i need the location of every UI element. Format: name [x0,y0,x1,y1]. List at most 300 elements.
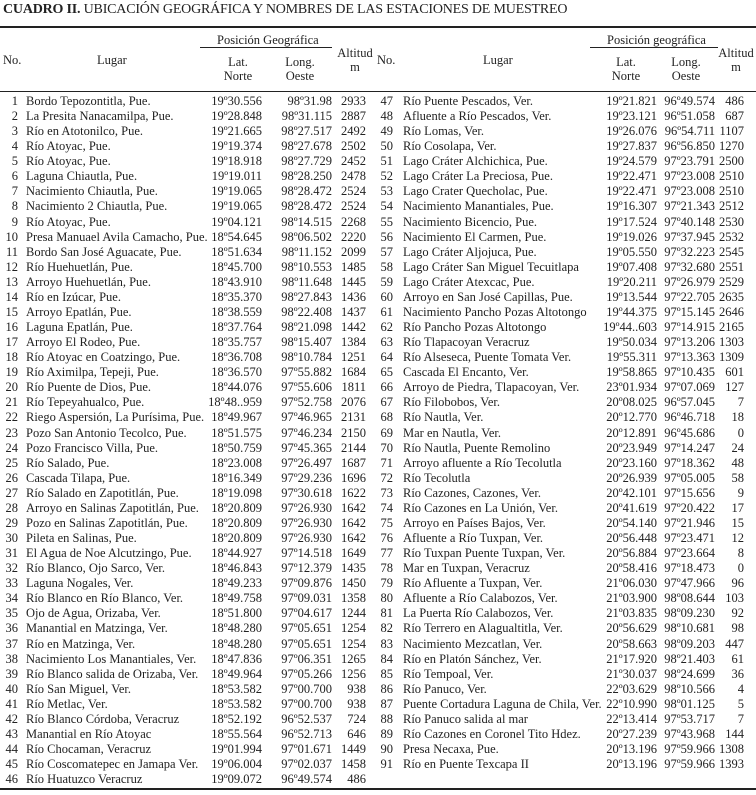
longitude: 97º26.979 [664,274,715,289]
station-name: Río Metlac, Ver. [26,696,108,711]
longitude: 98º06.502 [281,229,332,244]
altitude: 2510 [719,169,744,184]
station-name: Presa Manuael Avila Camacho, Pue. [26,229,208,244]
station-number: 87 [380,696,393,711]
latitude: 18º43.910 [211,274,262,289]
station-number: 7 [11,184,18,199]
station-name: Río Nautla, Puente Remolino [403,440,551,455]
latitude: 19º26.076 [606,124,657,139]
station-name: Río en Puente Texcapa II [403,757,529,772]
header-posicion-left: Posición Geográfica [217,33,319,47]
station-name: Lago Cráter Alchichica, Pue. [403,154,548,169]
station-number: 60 [380,289,393,304]
station-name: Río Puente de Dios, Pue. [26,380,151,395]
station-name: Laguna Epatlán, Pue. [26,320,133,335]
station-name: Río Atoyac, Pue. [26,139,111,154]
station-number: 10 [5,229,18,244]
station-number: 65 [380,365,393,380]
altitude: 2165 [719,320,744,335]
station-number: 77 [380,546,393,561]
longitude: 97º14.247 [664,440,715,455]
station-name: Laguna Chiautla, Pue. [26,169,138,184]
station-name: Río Tepeyahualco, Pue. [26,395,145,410]
latitude: 20º08.025 [606,395,657,410]
station-name: Río Lomas, Ver. [403,124,485,139]
longitude: 97º59.966 [664,742,715,756]
altitude: 1642 [341,500,366,515]
station-name: Manantial en Matzinga, Ver. [26,621,168,636]
longitude: 97º23.471 [664,531,715,546]
station-name: Río Nautla, Ver. [403,410,484,425]
station-number: 29 [5,515,18,530]
latitude: 19º19.374 [211,139,262,154]
station-name: Arroyo en Salinas Zapotitlán, Pue. [26,500,199,515]
longitude: 98º31.98 [287,94,332,108]
longitude: 97º21.343 [664,199,715,214]
longitude: 98º09.203 [664,636,715,651]
altitude: 1436 [341,289,366,304]
station-number: 57 [380,244,393,259]
longitude: 97º00.700 [281,681,332,696]
station-name: Presa Necaxa, Pue. [403,742,499,756]
altitude: 2144 [341,440,366,455]
latitude: 19º27.837 [606,139,657,154]
longitude: 98º11.152 [281,244,332,259]
station-name: Ojo de Agua, Orizaba, Ver. [26,606,161,621]
station-name: Río Atoyac en Coatzingo, Pue. [26,350,181,365]
longitude: 96º45.686 [664,425,715,440]
latitude: 20º12.770 [606,410,657,425]
station-name: Bordo San José Aguacate, Pue. [26,244,182,259]
longitude: 97º43.968 [664,726,715,741]
altitude: 103 [725,591,744,606]
altitude: 2635 [719,289,744,304]
latitude: 18º44.076 [211,380,262,395]
latitude: 20º27.239 [606,726,657,741]
header-unit-label: m [350,60,360,74]
station-number: 71 [380,455,393,470]
station-number: 43 [5,726,18,741]
station-name: Río en Platón Sánchez, Ver. [403,651,542,666]
altitude: 2551 [719,259,744,274]
station-number: 26 [5,470,18,485]
longitude: 97º52.758 [281,395,332,410]
station-name: Río en Izúcar, Pue. [26,289,121,304]
altitude: 447 [725,636,744,651]
longitude: 97º05.005 [664,470,715,485]
longitude: 97º04.617 [281,606,332,621]
station-number: 40 [5,681,18,696]
longitude: 97º12.379 [281,561,332,576]
longitude: 97º47.966 [664,576,715,591]
station-name: Río Chocaman, Veracruz [26,742,152,756]
station-name: Cascada El Encanto, Ver. [403,365,529,380]
station-number: 90 [380,742,393,756]
longitude: 98º27.678 [281,139,332,154]
altitude: 12 [731,531,744,546]
station-name: La Presita Nanacamilpa, Pue. [26,109,174,124]
header-subrule-left [200,47,332,48]
altitude: 1270 [719,139,744,154]
station-name: Puente Cortadura Laguna de Chila, Ver. [403,696,602,711]
station-name: Río Salado en Zapotitlán, Pue. [26,485,179,500]
altitude: 58 [731,470,744,485]
station-name: Cascada Tilapa, Pue. [26,470,131,485]
station-number: 47 [380,94,393,108]
longitude: 97º55.606 [281,380,332,395]
longitude: 97º55.882 [281,365,332,380]
station-name: Río Terrero en Alagualtitla, Ver. [403,621,563,636]
station-number: 38 [5,651,18,666]
longitude: 97º29.236 [281,470,332,485]
altitude: 2478 [341,169,366,184]
longitude: 97º13.206 [664,335,715,350]
latitude: 18º51.634 [211,244,262,259]
longitude: 97º23.008 [664,169,715,184]
station-name: Pileta en Salinas, Pue. [26,531,137,546]
header-alt-label: Altitud [337,46,373,60]
altitude: 724 [347,711,366,726]
station-name: Río en Atotonilco, Pue. [26,124,144,139]
altitude: 1435 [341,561,366,576]
longitude: 97º46.234 [281,425,332,440]
latitude: 18º36.708 [211,350,262,365]
station-name: Arroyo en San José Capillas, Pue. [403,289,573,304]
station-number: 31 [5,546,18,561]
station-number: 22 [5,410,18,425]
longitude: 97º15.145 [664,304,715,319]
station-name: Pozo en Salinas Zapotitlán, Pue. [26,515,188,530]
latitude: 18º48.280 [211,621,262,636]
longitude: 97º46.965 [281,410,332,425]
station-name: Arroyo en Países Bajos, Ver. [403,515,546,530]
station-number: 16 [5,320,18,335]
station-name: Río Puente Pescados, Ver. [403,94,533,108]
header-rule [0,91,756,92]
altitude: 1256 [341,666,366,681]
station-number: 56 [380,229,393,244]
station-number: 83 [380,636,393,651]
station-number: 24 [5,440,18,455]
longitude: 98º28.250 [281,169,332,184]
station-number: 62 [380,320,393,335]
latitude: 19º13.544 [606,289,657,304]
header-long-left [278,55,322,83]
station-number: 12 [5,259,18,274]
header-lat-label: Lat. [228,55,248,69]
altitude: 2500 [719,154,744,169]
altitude: 0 [737,425,744,440]
header-norte-label: Norte [223,69,253,83]
altitude: 1642 [341,531,366,546]
table-number: CUADRO II. [3,2,81,17]
longitude: 98º21.098 [281,320,332,335]
longitude: 97º32.223 [664,244,715,259]
latitude: 19º24.579 [606,154,657,169]
station-number: 19 [5,365,18,380]
station-name: Río Afluente a Tuxpan, Ver. [403,576,543,591]
altitude: 486 [725,94,744,108]
station-number: 88 [380,711,393,726]
altitude: 1303 [719,335,744,350]
header-long-label: Long. [671,55,701,69]
station-name: Pozo Francisco Villa, Pue. [26,440,158,455]
longitude: 96º56.850 [664,139,715,154]
latitude: 19º20.211 [606,274,657,289]
station-name: Arroyo Epatlán, Pue. [26,304,132,319]
latitude: 19º04.121 [211,214,262,229]
station-name: Río Atoyac, Pue. [26,214,111,229]
longitude: 97º14.915 [664,320,715,335]
longitude: 97º26.930 [281,500,332,515]
latitude: 23º01.934 [606,380,657,395]
station-number: 34 [5,591,18,606]
longitude: 96º49.574 [664,94,715,108]
longitude: 98º10.784 [281,350,332,365]
station-number: 70 [380,440,393,455]
latitude: 19º22.471 [606,169,657,184]
latitude: 20º41.619 [606,500,657,515]
altitude: 938 [347,696,366,711]
station-number: 73 [380,485,393,500]
latitude: 18º45.700 [211,259,262,274]
station-number: 15 [5,304,18,319]
latitude: 19º05.550 [606,244,657,259]
station-number: 76 [380,531,393,546]
longitude: 97º01.671 [281,742,332,756]
station-name: Arroyo El Rodeo, Pue. [26,335,141,350]
station-name: Río Atoyac, Pue. [26,154,111,169]
longitude: 98º31.115 [281,109,332,124]
altitude: 1244 [341,606,366,621]
altitude: 2150 [341,425,366,440]
header-alt-label: Altitud [718,46,754,60]
station-number: 68 [380,410,393,425]
latitude: 19º06.004 [211,757,262,772]
station-number: 46 [5,772,18,787]
longitude: 98º21.403 [664,651,715,666]
station-name: Riego Aspersión, La Purísima, Pue. [26,410,205,425]
station-number: 41 [5,696,18,711]
table-caption: UBICACIÓN GEOGRÁFICA Y NOMBRES DE LAS ESTACIONES DE MUESTREO [80,2,568,17]
station-number: 55 [380,214,393,229]
header-lugar-right: Lugar [483,53,513,67]
altitude: 1265 [341,651,366,666]
station-name: Arroyo Huehuetlán, Pue. [26,274,151,289]
altitude: 1254 [341,621,366,636]
station-number: 8 [11,199,18,214]
latitude: 19º18.918 [211,154,262,169]
latitude: 19º30.556 [211,94,262,108]
station-number: 67 [380,395,393,410]
latitude: 18º55.564 [211,726,262,741]
longitude: 97º20.422 [664,500,715,515]
altitude: 24 [731,440,744,455]
altitude: 2510 [719,184,744,199]
longitude: 96º54.711 [664,124,715,139]
station-number: 53 [380,184,393,199]
altitude: 1308 [719,742,744,756]
station-name: Río Blanco, Ojo Sarco, Ver. [26,561,165,576]
header-lat-left [218,55,258,83]
altitude: 1696 [341,470,366,485]
station-number: 4 [11,139,18,154]
station-number: 25 [5,455,18,470]
altitude: 7 [737,711,744,726]
station-number: 39 [5,666,18,681]
latitude: 20º42.101 [606,485,657,500]
longitude: 98º09.230 [664,606,715,621]
station-number: 27 [5,485,18,500]
bottom-rule [0,788,756,790]
latitude: 18º53.582 [211,696,262,711]
latitude: 20º26.939 [606,470,657,485]
altitude: 2529 [719,274,744,289]
altitude: 5 [737,696,744,711]
altitude: 4 [737,681,744,696]
header-no-left: No. [3,53,22,67]
station-name: Río en Matzinga, Ver. [26,636,136,651]
altitude: 18 [731,410,744,425]
header-lugar-left: Lugar [97,53,127,67]
latitude: 19º19.065 [211,184,262,199]
station-name: Afluente a Río Pescados, Ver. [403,109,552,124]
latitude: 19º50.034 [606,335,657,350]
altitude: 2502 [341,139,366,154]
longitude: 97º26.930 [281,515,332,530]
longitude: 97º45.365 [281,440,332,455]
altitude: 646 [347,726,366,741]
station-number: 1 [11,94,18,108]
header-unit-label: m [731,60,741,74]
latitude: 20º58.416 [606,561,657,576]
latitude: 18º44.927 [211,546,262,561]
station-name: Río Panuco salida al mar [403,711,528,726]
altitude: 1384 [341,335,366,350]
station-number: 32 [5,561,18,576]
station-name: Arroyo de Piedra, Tlapacoyan, Ver. [403,380,580,395]
station-name: Río Huatuzco Veracruz [26,772,143,787]
station-name: Bordo Tepozontitla, Pue. [26,94,151,108]
longitude: 98º10.566 [664,681,715,696]
station-number: 20 [5,380,18,395]
station-name: Río San Miguel, Ver. [26,681,131,696]
station-number: 81 [380,606,393,621]
altitude: 2268 [341,214,366,229]
longitude: 98º10.553 [281,259,332,274]
altitude: 1254 [341,636,366,651]
latitude: 19º58.865 [606,365,657,380]
altitude: 17 [731,500,744,515]
station-name: Río Blanco en Río Blanco, Ver. [26,591,184,606]
altitude: 687 [725,109,744,124]
station-number: 49 [380,124,393,139]
altitude: 2524 [341,199,366,214]
station-name: Lago Cráter Aljojuca, Pue. [403,244,537,259]
station-name: Laguna Nogales, Ver. [26,576,134,591]
latitude: 20º58.663 [606,636,657,651]
station-number: 3 [11,124,18,139]
station-name: Nacimiento Los Manantiales, Ver. [26,651,197,666]
latitude: 19º19.065 [211,199,262,214]
latitude: 18º48..959 [208,395,262,410]
latitude: 19º01.994 [211,742,262,756]
altitude: 1811 [341,380,366,395]
longitude: 97º18.362 [664,455,715,470]
station-number: 13 [5,274,18,289]
longitude: 96º46.718 [664,410,715,425]
altitude: 1251 [341,350,366,365]
altitude: 2512 [719,199,744,214]
longitude: 97º23.008 [664,184,715,199]
station-number: 14 [5,289,18,304]
header-alt-right [714,46,756,74]
longitude: 97º18.473 [664,561,715,576]
header-subrule-right [590,47,718,48]
station-number: 84 [380,651,393,666]
latitude: 21º03.900 [606,591,657,606]
altitude: 2492 [341,124,366,139]
latitude: 20º13.196 [606,742,657,756]
longitude: 97º09.876 [281,576,332,591]
longitude: 98º01.125 [664,696,715,711]
altitude: 1458 [341,757,366,772]
header-posicion-right: Posición geográfica [607,33,706,47]
station-name: Nacimiento 2 Chiautla, Pue. [26,199,168,214]
latitude: 19º44.375 [606,304,657,319]
longitude: 98º14.515 [281,214,332,229]
station-number: 91 [380,757,393,772]
station-name: Nacimiento Chiautla, Pue. [26,184,158,199]
latitude: 18º38.559 [211,304,262,319]
longitude: 97º21.946 [664,515,715,530]
altitude: 486 [347,772,366,787]
latitude: 21º06.030 [606,576,657,591]
longitude: 98º27.729 [281,154,332,169]
latitude: 22º03.629 [606,681,657,696]
latitude: 19º07.408 [606,259,657,274]
altitude: 2099 [341,244,366,259]
altitude: 15 [731,515,744,530]
latitude: 19º17.524 [606,214,657,229]
longitude: 98º15.407 [281,335,332,350]
altitude: 61 [731,651,744,666]
latitude: 19º23.121 [606,109,657,124]
latitude: 18º35.370 [211,289,262,304]
header-oeste-label: Oeste [671,69,701,83]
longitude: 97º05.651 [281,636,332,651]
station-number: 82 [380,621,393,636]
latitude: 18º50.759 [211,440,262,455]
station-number: 74 [380,500,393,515]
longitude: 97º23.664 [664,546,715,561]
header-oeste-label: Oeste [285,69,315,83]
station-number: 37 [5,636,18,651]
station-name: Río Alseseca, Puente Tomata Ver. [403,350,572,365]
station-number: 17 [5,335,18,350]
altitude: 8 [737,546,744,561]
latitude: 19º21.821 [606,94,657,108]
altitude: 1485 [341,259,366,274]
altitude: 48 [731,455,744,470]
altitude: 2933 [341,94,366,108]
station-name: Río Tuxpan Puente Tuxpan, Ver. [403,546,566,561]
station-number: 21 [5,395,18,410]
longitude: 96º57.045 [664,395,715,410]
longitude: 97º37.945 [664,229,715,244]
altitude: 7 [737,395,744,410]
longitude: 97º15.656 [664,485,715,500]
